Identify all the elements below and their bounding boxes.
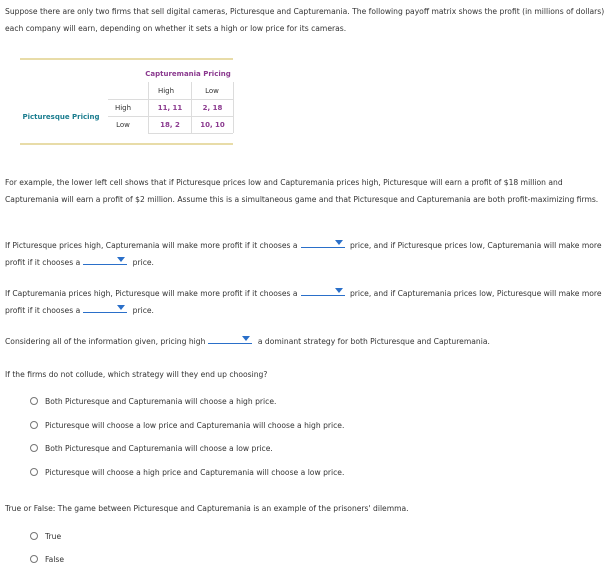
chevron-down-icon <box>117 257 125 262</box>
col-label-low: Low <box>205 87 219 95</box>
q2-text-4: price. <box>132 305 154 315</box>
question-1 <box>5 238 609 271</box>
chevron-down-icon <box>335 240 343 245</box>
col-player-label: Capturemania Pricing <box>145 70 231 78</box>
grid-line <box>233 82 234 133</box>
chevron-down-icon <box>242 336 250 341</box>
q5-option-false[interactable] <box>30 552 64 566</box>
radio-button[interactable] <box>30 468 38 476</box>
option-label: Picturesque will choose a high price and Capturemania will choose a low price. <box>45 467 345 477</box>
option-label: False <box>45 554 65 564</box>
grid-line <box>108 116 233 117</box>
grid-line <box>148 133 233 134</box>
question-2 <box>5 286 609 319</box>
radio-button[interactable] <box>30 421 38 429</box>
option-label: Both Picturesque and Capturemania will choose a high price. <box>45 396 277 406</box>
q2-dropdown-2[interactable] <box>83 303 127 313</box>
q4-option-2[interactable] <box>30 418 344 432</box>
cell-low-high: 18, 2 <box>160 121 180 129</box>
question-4: If the firms do not collude, which strategy will they end up choosing? <box>5 370 268 379</box>
matrix-bottom-rule <box>20 143 233 145</box>
row-label-low: Low <box>116 121 130 129</box>
q5-option-true[interactable] <box>30 529 61 543</box>
option-label: Both Picturesque and Capturemania will choose a low price. <box>45 443 273 453</box>
q3-text-1: Considering all of the information given, pricing high <box>5 337 206 346</box>
example-text: For example, the lower left cell shows that if Picturesque prices low and Capturemania prices high, Picturesque will earn a profit of $18 million and Capturemania will earn a profit of $2 million. Assume this is a simultaneous game and that Picturesque and Capturemania are both profit-maximizing firms. <box>5 178 599 204</box>
chevron-down-icon <box>117 305 125 310</box>
q1-text-3: more profit if it chooses a <box>5 241 602 267</box>
radio-button[interactable] <box>30 532 38 540</box>
q1-text-1: If Picturesque prices high, Capturemania will make more profit if it chooses a <box>5 241 298 250</box>
q4-option-3[interactable] <box>30 441 273 455</box>
intro-text: Suppose there are only two firms that sell digital cameras, Picturesque and Capturemania. The following payoff matrix shows the profit (in millions of dollars) each company will earn, depending on whether it sets a high or low price for its cameras. <box>5 7 605 33</box>
q1-dropdown-2[interactable] <box>83 255 127 265</box>
question-3 <box>5 334 609 351</box>
cell-high-low: 2, 18 <box>202 104 223 112</box>
q3-dropdown[interactable] <box>208 334 252 344</box>
q4-option-1[interactable] <box>30 394 276 408</box>
radio-button[interactable] <box>30 444 38 452</box>
q2-text-2: price, and if Capturemania prices low, Picturesque will make <box>349 289 580 298</box>
q3-text-2: a dominant strategy for both Picturesque and Capturemania. <box>257 337 490 346</box>
q1-text-2: price, and if Picturesque prices low, Capturemania will make <box>349 241 580 250</box>
matrix-top-rule <box>20 58 233 60</box>
row-label-high: High <box>114 104 132 112</box>
radio-button[interactable] <box>30 555 38 563</box>
row-player-label: Picturesque Pricing <box>22 113 100 121</box>
col-label-high: High <box>157 87 175 95</box>
option-label: Picturesque will choose a low price and Capturemania will choose a high price. <box>45 420 345 430</box>
q2-dropdown-1[interactable] <box>301 286 345 296</box>
q2-text-3: more profit if it chooses a <box>5 289 602 315</box>
question-5: True or False: The game between Picturesque and Capturemania is an example of the prisoners' dilemma. <box>5 504 409 513</box>
q4-option-4[interactable] <box>30 465 344 479</box>
grid-line <box>108 99 233 100</box>
radio-button[interactable] <box>30 397 38 405</box>
q1-dropdown-1[interactable] <box>301 238 345 248</box>
cell-high-high: 11, 11 <box>157 104 183 112</box>
cell-low-low: 10, 10 <box>200 121 225 129</box>
q2-text-1: If Capturemania prices high, Picturesque will make more profit if it chooses a <box>5 289 298 298</box>
option-label: True <box>45 531 62 541</box>
q1-text-4: price. <box>132 257 154 267</box>
chevron-down-icon <box>335 288 343 293</box>
